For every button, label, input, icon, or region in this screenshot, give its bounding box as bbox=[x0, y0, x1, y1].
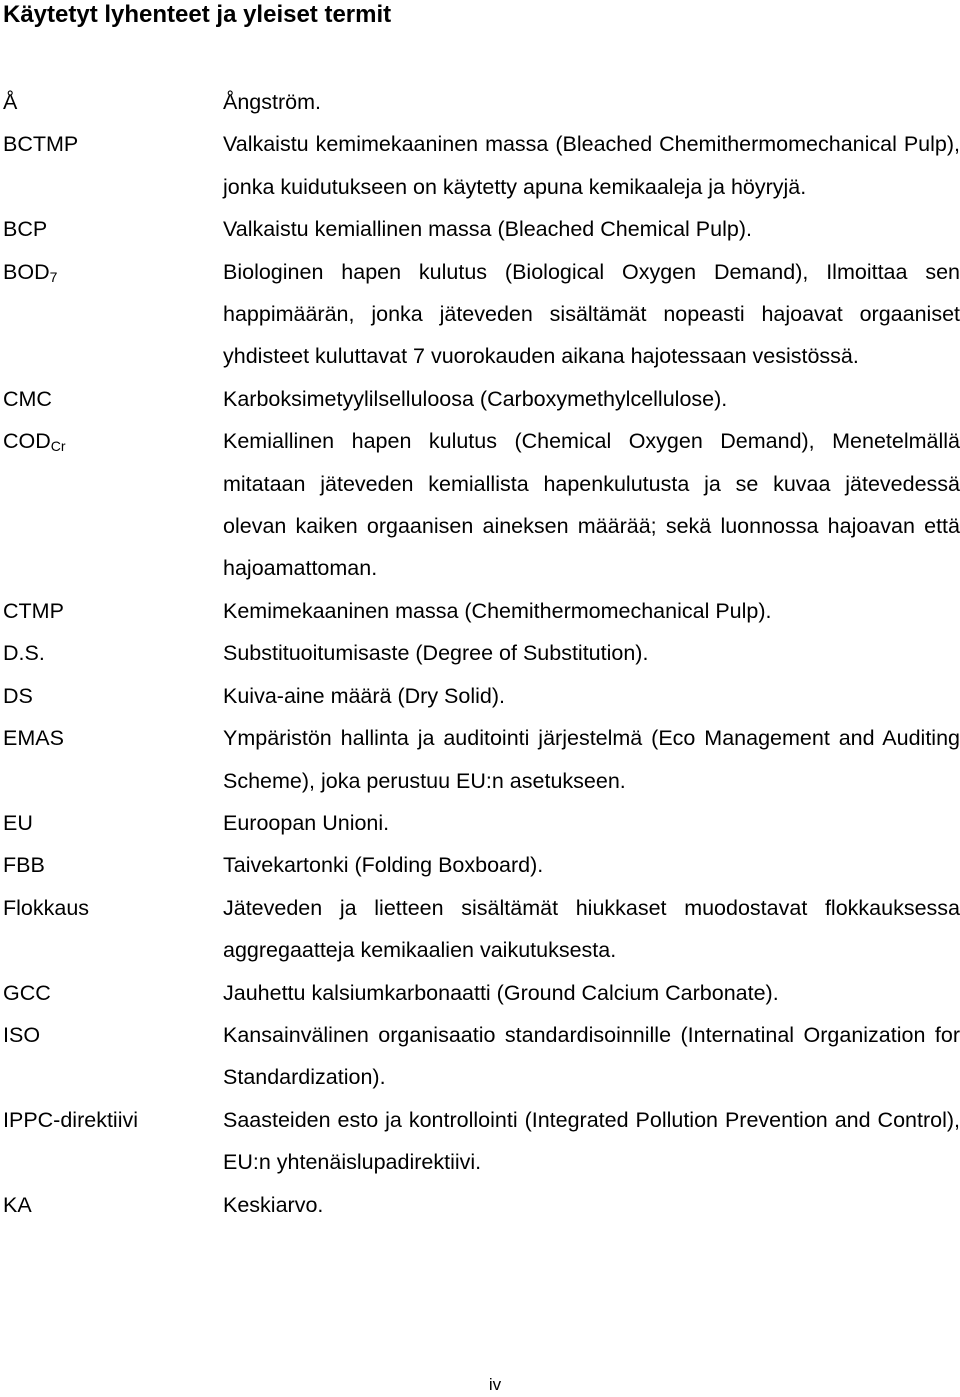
page-number: iv bbox=[488, 1375, 502, 1394]
list-item bbox=[3, 420, 960, 590]
term: DS bbox=[3, 683, 33, 708]
definition: Ångström. bbox=[223, 90, 321, 114]
term-subscript: 7 bbox=[49, 268, 58, 285]
definition: Valkaistu kemiallinen massa (Bleached Chemical Pulp). bbox=[223, 217, 752, 242]
term: CTMP bbox=[3, 598, 64, 623]
list-item bbox=[3, 208, 960, 250]
definition: Saasteiden esto ja kontrollointi (Integrated Pollution Prevention and Control), EU:n yhtenäislupadirektiivi. bbox=[223, 1107, 960, 1175]
term: FBB bbox=[3, 853, 45, 878]
list-item bbox=[3, 844, 960, 886]
definition: Taivekartonki (Folding Boxboard). bbox=[223, 853, 544, 878]
term: Flokkaus bbox=[3, 895, 90, 920]
term: $COD_{Cr}$ bbox=[3, 429, 66, 455]
list-item bbox=[3, 378, 960, 420]
definition: Substituoitumisaste (Degree of Substitution). bbox=[223, 641, 649, 666]
term: KA bbox=[3, 1192, 32, 1217]
term: GCC bbox=[3, 980, 51, 1005]
term: EMAS bbox=[3, 726, 64, 751]
definition: Kuiva-aine määrä (Dry Solid). bbox=[223, 683, 505, 708]
abbreviation-list bbox=[3, 81, 960, 1226]
list-item bbox=[3, 887, 960, 972]
definition: Biologinen hapen kulutus (Biological Oxygen Demand), Ilmoittaa sen happimäärän, jonka jäteveden sisältämät nopeasti hajoavat orgaaniset yhdisteet kuluttavat 7 vuorokauden aikana hajotessaan vesistössä. bbox=[223, 259, 960, 369]
list-item bbox=[3, 802, 960, 844]
definition: Kemimekaaninen massa (Chemithermomechanical Pulp). bbox=[223, 598, 772, 623]
term: Å bbox=[3, 90, 18, 114]
list-item bbox=[3, 632, 960, 674]
definition: Kemiallinen hapen kulutus (Chemical Oxygen Demand), Menetelmällä mitataan jäteveden kemiallista hapenkulutusta ja se kuvaa jätevedessä olevan kaiken orgaanisen aineksen määrää; sekä luonnossa hajoavan että hajoamattoman. bbox=[223, 429, 960, 581]
term-subscript: Cr bbox=[50, 438, 66, 455]
list-item bbox=[3, 1014, 960, 1099]
definition: Jäteveden ja lietteen sisältämät hiukkaset muodostavat flokkauksessa aggregaatteja kemikaalien vaikutuksesta. bbox=[223, 895, 960, 963]
definition: Euroopan Unioni. bbox=[223, 810, 390, 835]
definition: Karboksimetyylilselluloosa (Carboxymethylcellulose). bbox=[223, 386, 728, 411]
definition: Jauhettu kalsiumkarbonaatti (Ground Calcium Carbonate). bbox=[223, 980, 779, 1005]
term: $BOD_7$ bbox=[3, 259, 58, 285]
definition: Ympäristön hallinta ja auditointi järjestelmä (Eco Management and Auditing Scheme), joka perustuu EU:n asetukseen. bbox=[223, 726, 960, 793]
list-item bbox=[3, 81, 960, 123]
term: IPPC-direktiivi bbox=[3, 1107, 138, 1132]
list-item bbox=[3, 675, 960, 717]
list-item bbox=[3, 1099, 960, 1184]
term: D.S. bbox=[3, 641, 45, 666]
page-title: Käytetyt lyhenteet ja yleiset termit bbox=[3, 1, 392, 28]
list-item bbox=[3, 123, 960, 208]
list-item bbox=[3, 251, 960, 378]
list-item bbox=[3, 1184, 960, 1226]
term: CMC bbox=[3, 386, 52, 411]
term: ISO bbox=[3, 1022, 41, 1047]
list-item bbox=[3, 972, 960, 1014]
term: EU bbox=[3, 810, 33, 835]
term: BCP bbox=[3, 217, 48, 242]
list-item bbox=[3, 590, 960, 632]
definition: Valkaistu kemimekaaninen massa (Bleached Chemithermomechanical Pulp), jonka kuidutukseen on käytetty apuna kemikaaleja ja höyryjä. bbox=[223, 132, 960, 199]
term: BCTMP bbox=[3, 132, 79, 157]
list-item bbox=[3, 717, 960, 802]
definition: Kansainvälinen organisaatio standardisoinnille (Internatinal Organization for Standardization). bbox=[223, 1022, 960, 1090]
definition: Keskiarvo. bbox=[223, 1192, 324, 1217]
